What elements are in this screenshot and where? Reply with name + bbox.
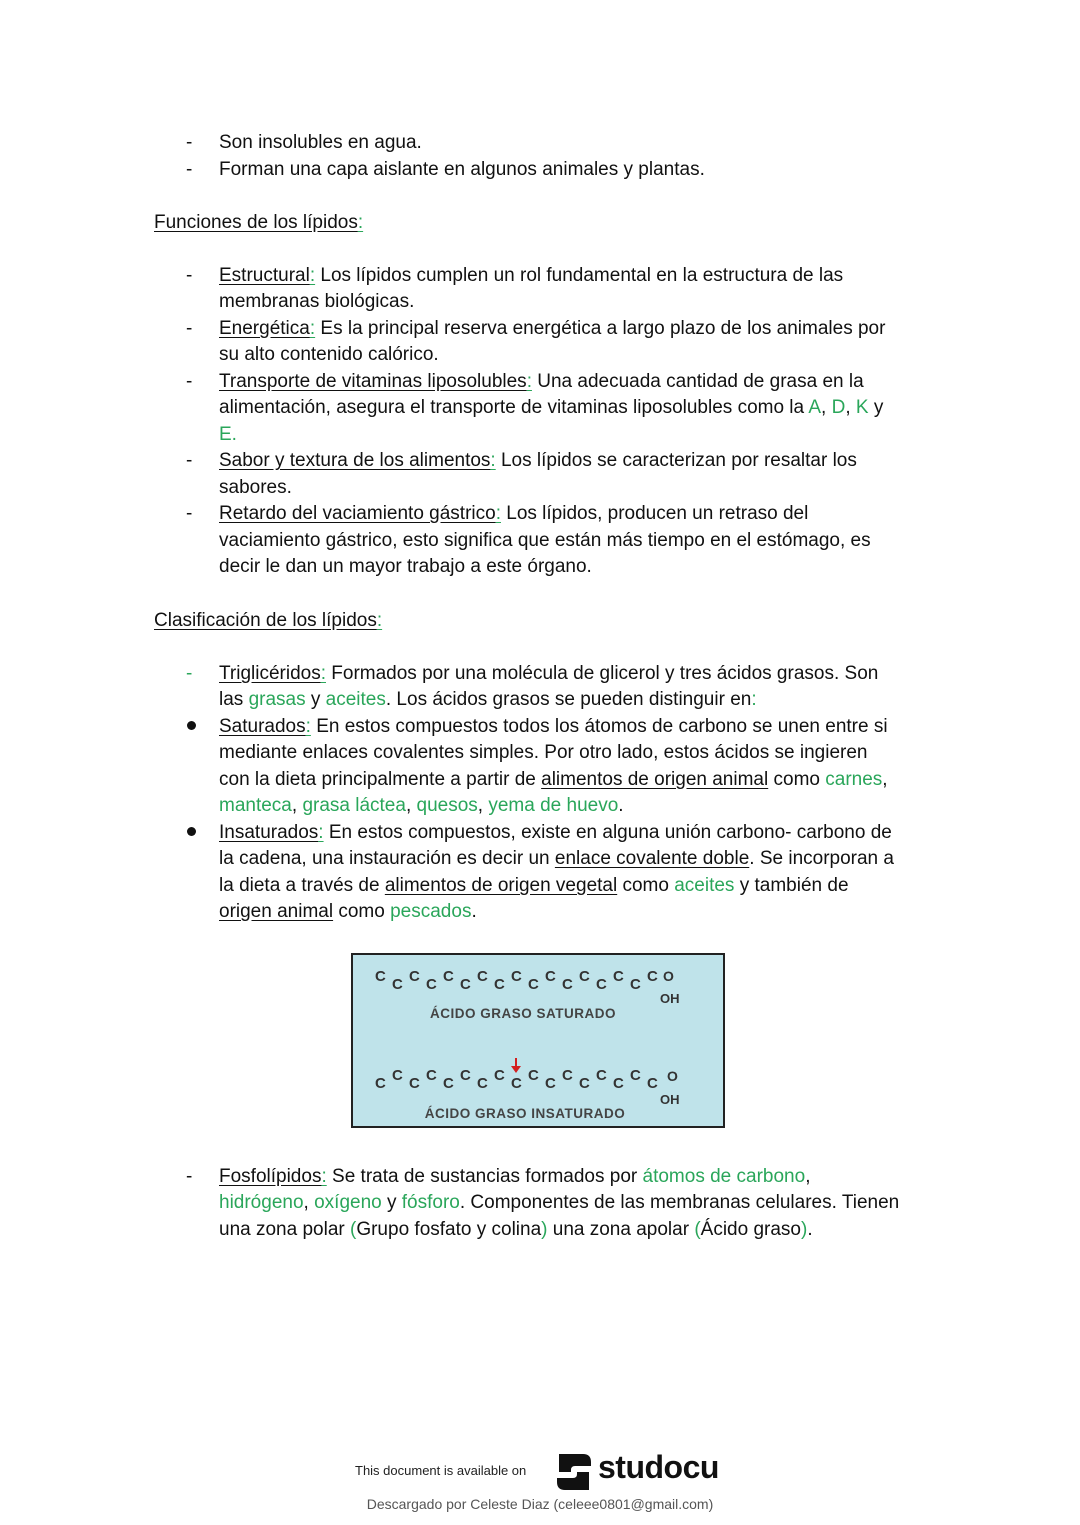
studocu-brand[interactable]: studocu [598, 1449, 719, 1485]
carbon-atom: C [545, 968, 556, 985]
carbon-atom: C [392, 1067, 403, 1084]
text-line: la dieta a través de alimentos de origen vegetal como aceites y también de [219, 875, 849, 896]
carbon-atom: C [477, 968, 488, 985]
carbon-atom: C [511, 1075, 522, 1092]
carbon-atom: C [392, 976, 403, 993]
function-item-transporte: Transporte de vitaminas liposolubles: Una adecuada cantidad de grasa en la [219, 371, 864, 392]
function-item-retardo: Retardo del vaciamiento gástrico: Los lípidos, producen un retraso del [219, 503, 809, 524]
carbon-atom: C [494, 976, 505, 993]
carbon-atom: C [426, 976, 437, 993]
carbon-atom: C [477, 1075, 488, 1092]
oxygen-atom-unsaturated: O [667, 1068, 678, 1084]
hydroxyl-group-saturated: OH [660, 991, 680, 1006]
function-item-energetica: Energética: Es la principal reserva energética a largo plazo de los animales por [219, 318, 886, 339]
text-line: su alto contenido calórico. [219, 344, 439, 365]
carbon-atom: C [647, 968, 658, 985]
text-line: alimentación, asegura el transporte de vitaminas liposolubles como la A, D, K y [219, 397, 884, 418]
dash-marker: - [186, 503, 193, 524]
carbon-atom: C [375, 1075, 386, 1092]
carbon-atom: C [630, 1067, 641, 1084]
text-line: hidrógeno, oxígeno y fósforo. Componentes de las membranas celulares. Tienen [219, 1192, 900, 1213]
carbon-atom: C [460, 976, 471, 993]
carbon-atom: C [562, 976, 573, 993]
studocu-logo-icon [553, 1450, 595, 1494]
carbon-atom: C [409, 968, 420, 985]
text-line: la cadena, una instauración es decir un enlace covalente doble. Se incorporan a [219, 848, 894, 869]
intro-item: Forman una capa aislante en algunos animales y plantas. [219, 159, 705, 180]
class-item-saturados: Saturados: En estos compuestos todos los átomos de carbono se unen entre si [219, 716, 888, 737]
carbon-atom: C [630, 976, 641, 993]
dash-marker: - [186, 265, 193, 286]
carbon-atom: C [443, 1075, 454, 1092]
text-line: manteca, grasa láctea, quesos, yema de huevo. [219, 795, 624, 816]
text-line: sabores. [219, 477, 292, 498]
text-line: decir le dan un mayor trabajo a este órgano. [219, 556, 592, 577]
dash-marker: - [186, 132, 193, 153]
carbon-atom: C [613, 968, 624, 985]
carbon-atom: C [545, 1075, 556, 1092]
bullet-marker [187, 721, 196, 730]
carbon-atom: C [613, 1075, 624, 1092]
section-heading-funciones: Funciones de los lípidos: [154, 212, 364, 233]
carbon-atom: C [494, 1067, 505, 1084]
fatty-acid-diagram [351, 953, 725, 1128]
carbon-atom: C [528, 1067, 539, 1084]
carbon-atom: C [596, 976, 607, 993]
carbon-atom: C [579, 1075, 590, 1092]
hydroxyl-group-unsaturated: OH [660, 1092, 680, 1107]
text-line: membranas biológicas. [219, 291, 415, 312]
carbon-atom: C [562, 1067, 573, 1084]
class-item-insaturados: Insaturados: En estos compuestos, existe en alguna unión carbono- carbono de [219, 822, 892, 843]
label-unsaturated: ÁCIDO GRASO INSATURADO [424, 1106, 626, 1121]
text-line: con la dieta principalmente a partir de alimentos de origen animal como carnes, [219, 769, 888, 790]
dash-marker: - [186, 450, 193, 471]
carbon-atom: C [426, 1067, 437, 1084]
footer-download-credit: Descargado por Celeste Diaz (celeee0801@gmail.com) [366, 1496, 714, 1512]
footer-availability-text: This document is available on [355, 1463, 527, 1478]
section-heading-clasificacion: Clasificación de los lípidos: [154, 610, 383, 631]
oxygen-atom-saturated: O [663, 968, 674, 984]
text-line: E. [219, 424, 237, 445]
class-item-trigliceridos: Triglicéridos: Formados por una molécula de glicerol y tres ácidos grasos. Son [219, 663, 879, 684]
text-line: las grasas y aceites. Los ácidos grasos se pueden distinguir en: [219, 689, 757, 710]
function-item-sabor: Sabor y textura de los alimentos: Los lípidos se caracterizan por resaltar los [219, 450, 857, 471]
bullet-marker [187, 827, 196, 836]
carbon-atom: C [528, 976, 539, 993]
text-line: origen animal como pescados. [219, 901, 477, 922]
label-saturated: ÁCIDO GRASO SATURADO [429, 1006, 617, 1021]
carbon-atom: C [647, 1075, 658, 1092]
carbon-atom: C [511, 968, 522, 985]
carbon-atom: C [409, 1075, 420, 1092]
carbon-atom: C [375, 968, 386, 985]
text-line: vaciamiento gástrico, esto significa que están más tiempo en el estómago, es [219, 530, 871, 551]
fatty-acid-chains [353, 955, 723, 1126]
intro-item: Son insolubles en agua. [219, 132, 422, 153]
class-item-fosfolipidos: Fosfolípidos: Se trata de sustancias formados por átomos de carbono, [219, 1166, 811, 1187]
dash-marker: - [186, 371, 193, 392]
text-line: una zona polar (Grupo fosfato y colina) una zona apolar (Ácido graso). [219, 1219, 813, 1240]
carbon-atom: C [460, 1067, 471, 1084]
dash-marker: - [186, 159, 193, 180]
double-bond-arrow-icon [511, 1058, 521, 1073]
carbon-atom: C [596, 1067, 607, 1084]
dash-marker: - [186, 318, 193, 339]
text-line: mediante enlaces covalentes simples. Por otro lado, estos ácidos se ingieren [219, 742, 868, 763]
function-item-estructural: Estructural: Los lípidos cumplen un rol fundamental en la estructura de las [219, 265, 844, 286]
dash-marker: - [186, 663, 193, 684]
carbon-atom: C [443, 968, 454, 985]
dash-marker: - [186, 1166, 193, 1187]
carbon-atom: C [579, 968, 590, 985]
